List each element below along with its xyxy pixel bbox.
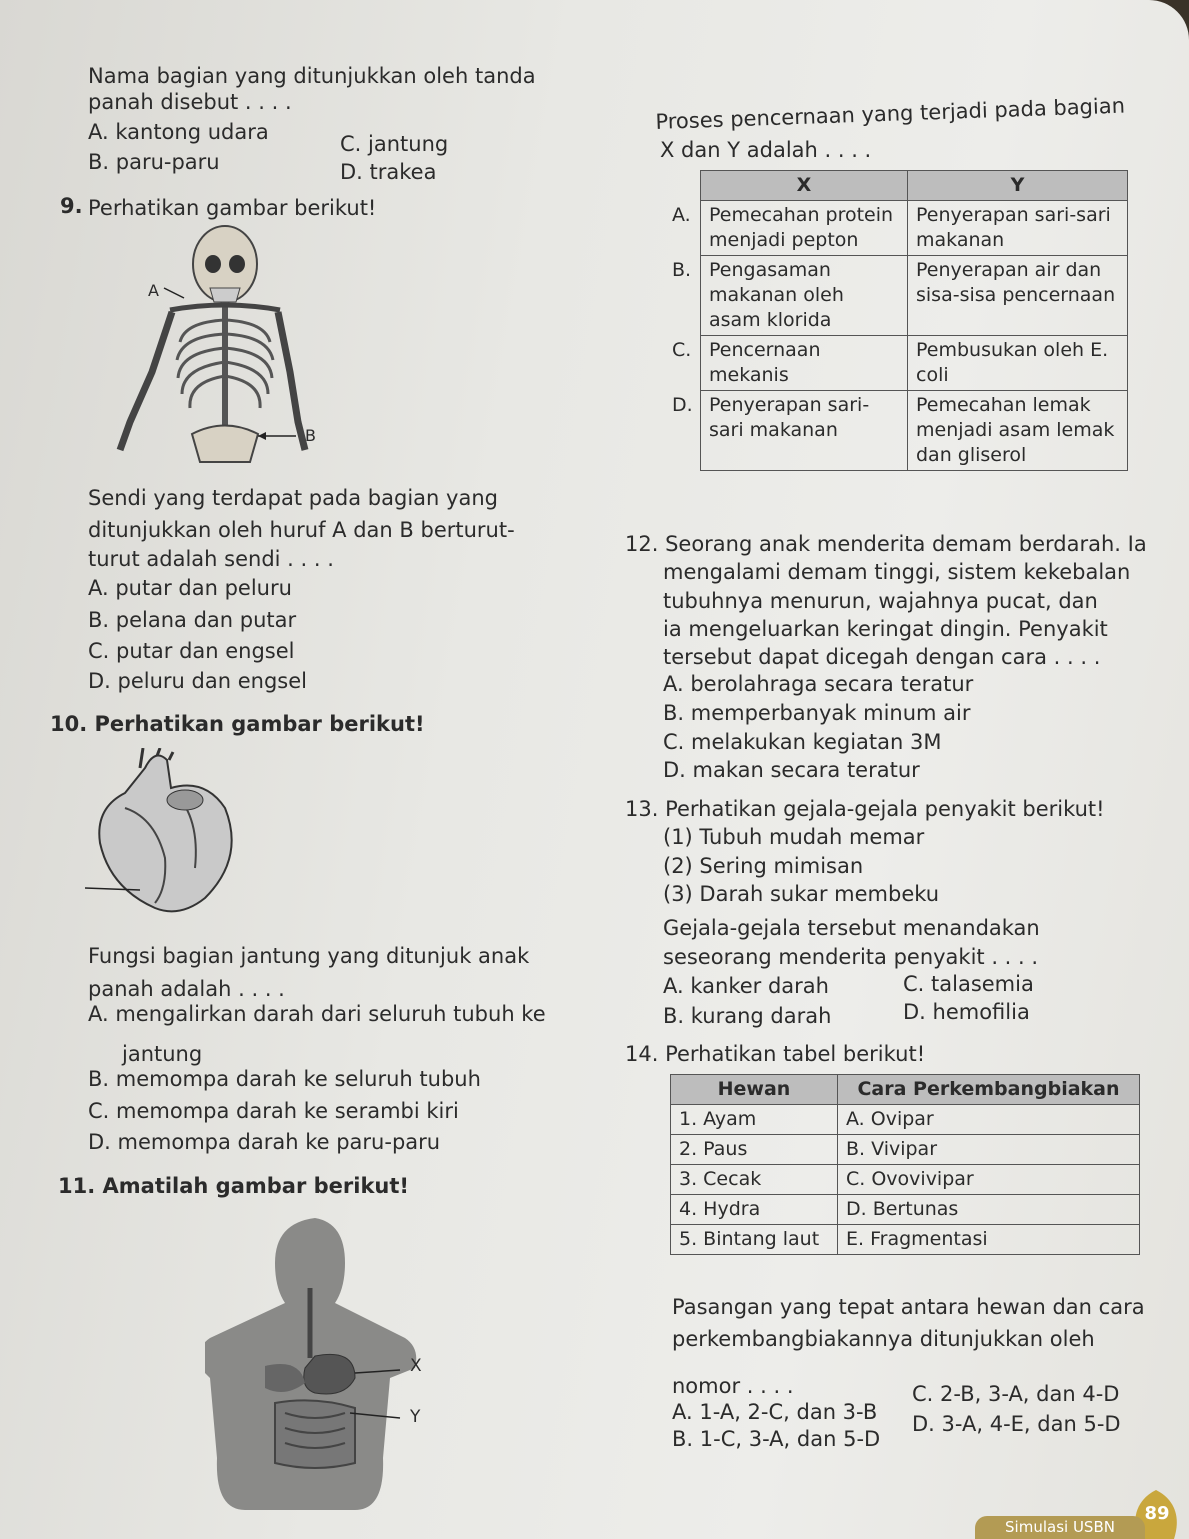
q13-option-c: C. talasemia	[903, 972, 1034, 996]
q14-option-d: D. 3-A, 4-E, dan 5-D	[912, 1412, 1121, 1436]
q12-option-b: B. memperbanyak minum air	[663, 701, 971, 725]
q13-item-1: (1) Tubuh mudah memar	[663, 825, 925, 849]
cell-hewan: 2. Paus	[671, 1135, 838, 1165]
q13-stem-1: Gejala-gejala tersebut menandakan	[663, 916, 1040, 940]
cell-y: Pembusukan oleh E. coli	[908, 336, 1128, 391]
q11-label-y: Y	[410, 1407, 421, 1427]
cell-y: Penyerapan air dan sisa-sisa pencernaan	[908, 256, 1128, 336]
q11-head-y: Y	[908, 171, 1128, 201]
q9-title: Perhatikan gambar berikut!	[88, 196, 377, 220]
q11-head-x: X	[701, 171, 908, 201]
q14-title: 14. Perhatikan tabel berikut!	[625, 1042, 926, 1066]
q14-stem-2: perkembangbiakannya ditunjukkan oleh	[672, 1327, 1095, 1351]
q9-stem-2: ditunjukkan oleh huruf A dan B berturut-	[88, 518, 515, 542]
q8-option-a: A. kantong udara	[88, 120, 269, 144]
q14-option-a: A. 1-A, 2-C, dan 3-B	[672, 1400, 878, 1424]
q12-stem-2: mengalami demam tinggi, sistem kekebalan	[663, 560, 1131, 584]
q9-label-b: B	[305, 426, 316, 445]
q14-option-b: B. 1-C, 3-A, dan 5-D	[672, 1427, 881, 1451]
table-row	[671, 1225, 1140, 1255]
page-number: 89	[1144, 1503, 1170, 1524]
digestive-system-figure	[205, 1218, 425, 1510]
q12-stem-4: ia mengeluarkan keringat dingin. Penyakit	[663, 617, 1108, 641]
cell-x: Penyerapan sari-sari makanan	[701, 391, 908, 471]
table-row	[672, 336, 1128, 391]
row-label: B.	[672, 258, 692, 281]
cell-hewan: 1. Ayam	[671, 1105, 838, 1135]
cell-x: Pemecahan protein menjadi pepton	[701, 201, 908, 256]
q11-table-corner	[672, 171, 701, 201]
table-row	[672, 201, 1128, 256]
skeleton-figure	[100, 222, 330, 470]
q8-stem-2: panah disebut . . . .	[88, 90, 292, 114]
q9-stem-1: Sendi yang terdapat pada bagian yang	[88, 486, 498, 510]
q11-stem-2: X dan Y adalah . . . .	[660, 138, 872, 162]
table-row	[671, 1105, 1140, 1135]
q14-table	[670, 1074, 1140, 1255]
cell-hewan: 5. Bintang laut	[671, 1225, 838, 1255]
cell-y: Pemecahan lemak menjadi asam lemak dan gliserol	[908, 391, 1128, 471]
table-row	[671, 1165, 1140, 1195]
q10-option-d: D. memompa darah ke paru-paru	[88, 1130, 441, 1154]
q10-title: 10. Perhatikan gambar berikut!	[50, 712, 425, 736]
cell-x: Pencernaan mekanis	[701, 336, 908, 391]
cell-x: Pengasaman makanan oleh asam klorida	[701, 256, 908, 336]
q12-stem-1: 12. Seorang anak menderita demam berdarah. Ia	[625, 532, 1147, 556]
q14-head-hewan: Hewan	[671, 1075, 838, 1105]
q8-option-b: B. paru-paru	[88, 150, 220, 174]
q9-option-a: A. putar dan peluru	[88, 576, 292, 600]
q11-table	[672, 170, 1128, 471]
heart-figure	[85, 748, 245, 923]
q14-table-header	[671, 1075, 1140, 1105]
q10-option-a-2: jantung	[122, 1042, 203, 1066]
q9-stem-3: turut adalah sendi . . . .	[88, 547, 334, 571]
q13-option-d: D. hemofilia	[903, 1000, 1030, 1024]
cell-cara: C. Ovovivipar	[838, 1165, 1140, 1195]
q14-stem-3: nomor . . . .	[672, 1374, 794, 1398]
q13-option-b: B. kurang darah	[663, 1004, 832, 1028]
table-row	[672, 391, 1128, 471]
q13-item-2: (2) Sering mimisan	[663, 854, 864, 878]
cell-cara: B. Vivipar	[838, 1135, 1140, 1165]
cell-hewan: 4. Hydra	[671, 1195, 838, 1225]
q14-stem-1: Pasangan yang tepat antara hewan dan cara	[672, 1295, 1145, 1319]
q10-stem-1: Fungsi bagian jantung yang ditunjuk anak	[88, 944, 530, 968]
q10-stem-2: panah adalah . . . .	[88, 977, 285, 1001]
q11-stem-1: Proses pencernaan yang terjadi pada bagian	[655, 93, 1126, 134]
q8-option-c: C. jantung	[340, 132, 449, 156]
q12-stem-5: tersebut dapat dicegah dengan cara . . . .	[663, 645, 1101, 669]
row-label: D.	[672, 393, 693, 416]
q14-head-cara: Cara Perkembangbiakan	[838, 1075, 1140, 1105]
q9-label-a: A	[148, 281, 159, 300]
q12-option-a: A. berolahraga secara teratur	[663, 672, 974, 696]
q10-option-a-1: A. mengalirkan darah dari seluruh tubuh ke	[88, 1002, 546, 1026]
q11-table-header	[672, 171, 1128, 201]
cell-y: Penyerapan sari-sari makanan	[908, 201, 1128, 256]
q11-title: 11. Amatilah gambar berikut!	[58, 1174, 410, 1198]
table-row	[671, 1195, 1140, 1225]
q12-option-d: D. makan secara teratur	[663, 758, 920, 782]
q9-option-d: D. peluru dan engsel	[88, 669, 307, 693]
q13-item-3: (3) Darah sukar membeku	[663, 882, 940, 906]
q12-option-c: C. melakukan kegiatan 3M	[663, 730, 942, 754]
q9-option-b: B. pelana dan putar	[88, 608, 297, 632]
row-label: C.	[672, 338, 692, 361]
q9-number: 9.	[60, 194, 83, 218]
cell-cara: A. Ovipar	[838, 1105, 1140, 1135]
q12-stem-3: tubuhnya menurun, wajahnya pucat, dan	[663, 589, 1098, 613]
q8-stem-1: Nama bagian yang ditunjukkan oleh tanda	[88, 64, 536, 88]
q13-stem-2: seseorang menderita penyakit . . . .	[663, 945, 1039, 969]
q8-option-d: D. trakea	[340, 160, 437, 184]
cell-cara: E. Fragmentasi	[838, 1225, 1140, 1255]
q11-label-x: X	[410, 1356, 422, 1376]
cell-cara: D. Bertunas	[838, 1195, 1140, 1225]
q14-option-c: C. 2-B, 3-A, dan 4-D	[912, 1382, 1120, 1406]
q13-title: 13. Perhatikan gejala-gejala penyakit berikut!	[625, 797, 1105, 821]
table-row	[671, 1135, 1140, 1165]
footer-label: Simulasi USBN	[975, 1516, 1145, 1539]
q13-option-a: A. kanker darah	[663, 974, 829, 998]
cell-hewan: 3. Cecak	[671, 1165, 838, 1195]
q10-option-b: B. memompa darah ke seluruh tubuh	[88, 1067, 481, 1091]
q10-option-c: C. memompa darah ke serambi kiri	[88, 1099, 459, 1123]
q9-option-c: C. putar dan engsel	[88, 639, 295, 663]
table-row	[672, 256, 1128, 336]
row-label: A.	[672, 203, 691, 226]
